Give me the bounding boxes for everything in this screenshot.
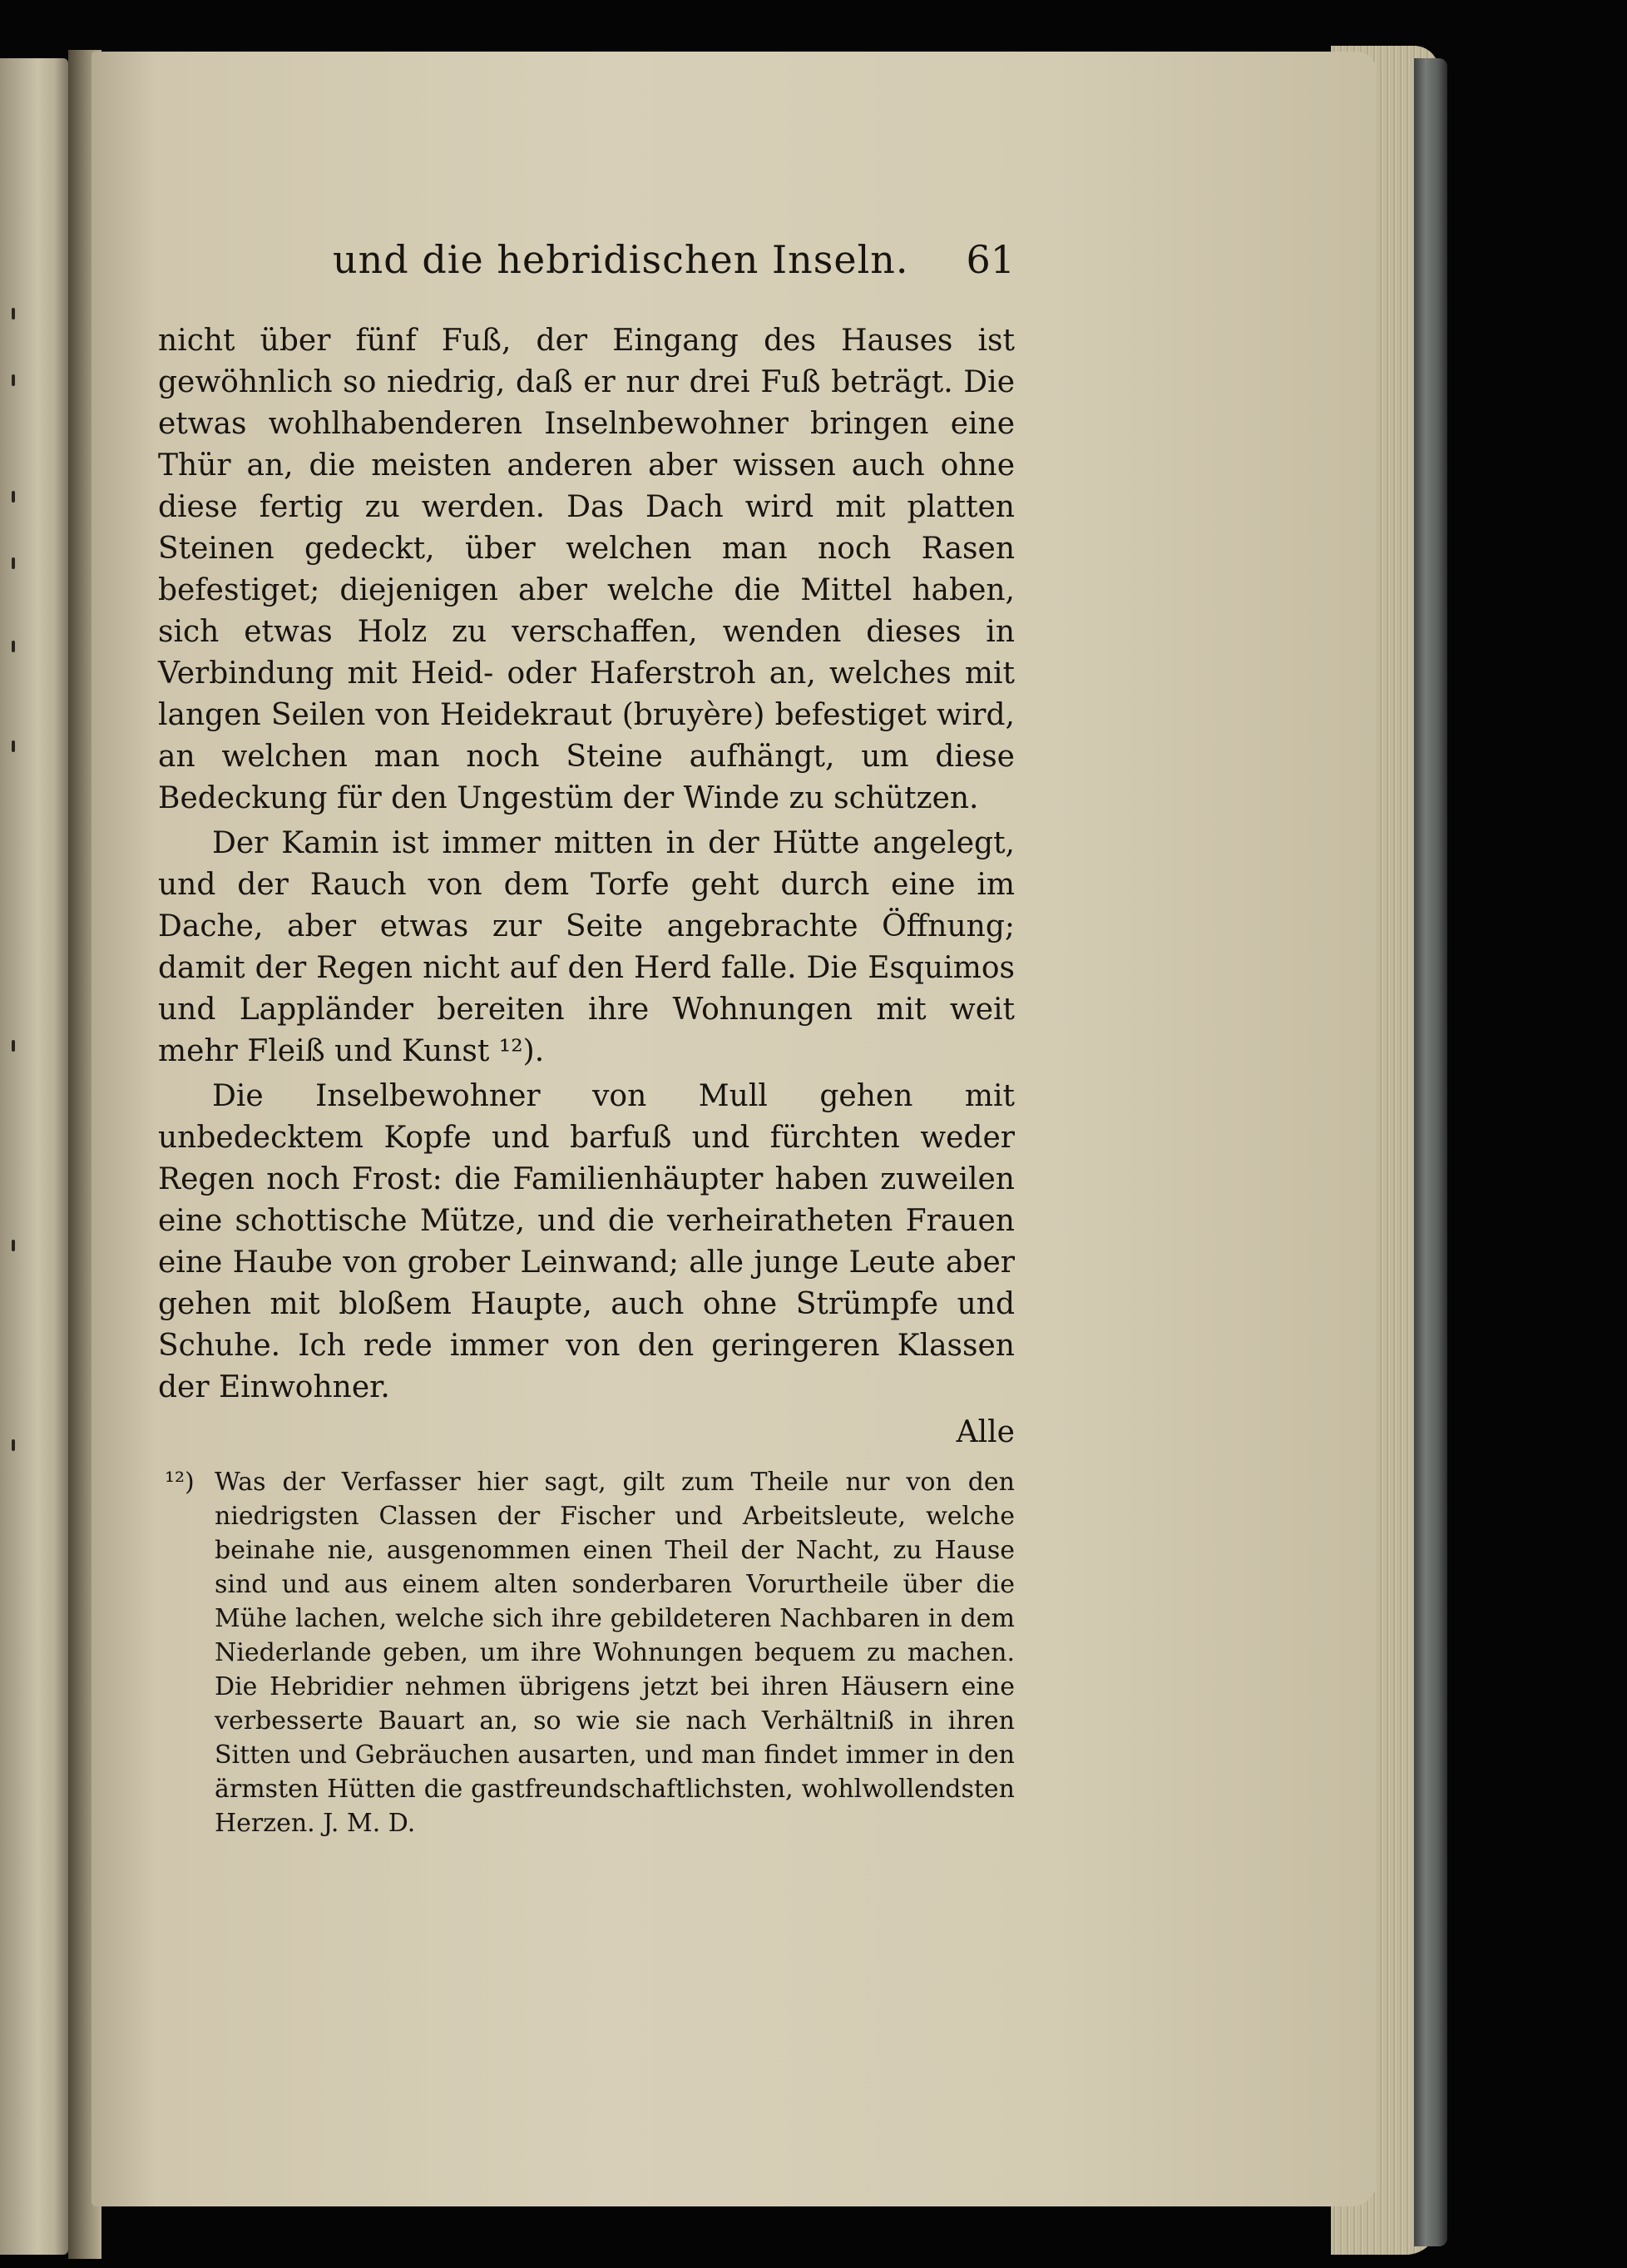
body-text	[158, 320, 1015, 1409]
ink-mark	[12, 740, 15, 752]
facing-page-edge	[0, 58, 68, 2255]
ink-mark	[12, 1439, 15, 1451]
paragraph: nicht über fünf Fuß, der Eingang des Hauses ist gewöhnlich so niedrig, daß er nur drei Fuß beträgt. Die etwas wohlhabenderen Inselnbewohner bringen eine Thür an, die meisten anderen aber wissen auch ohne diese fertig zu werden. Das Dach wird mit platten Steinen gedeckt, über welchen man noch Rasen befestiget; diejenigen aber welche die Mittel haben, sich etwas Holz zu verschaffen, wenden dieses in Verbindung mit Heid- oder Haferstroh an, welches mit langen Seilen von Heidekraut (bruyère) befestiget wird, an welchen man noch Steine aufhängt, um diese Bedeckung für den Ungestüm der Winde zu schützen.	[158, 324, 1015, 815]
ink-mark	[12, 1040, 15, 1052]
ink-mark	[12, 1240, 15, 1251]
ink-mark	[12, 308, 15, 319]
page-header	[158, 237, 1015, 297]
ink-mark	[12, 641, 15, 652]
ink-mark	[12, 491, 15, 503]
footnote	[158, 1465, 1015, 1840]
page-text-block	[158, 237, 1015, 1840]
paragraph: Der Kamin ist immer mitten in der Hütte angelegt, und der Rauch von dem Torfe geht durch eine im Dache, aber etwas zur Seite angebrachte Öffnung; damit der Regen nicht auf den Herd falle. Die Esquimos und Lappländer bereiten ihre Wohnungen mit weit mehr Fleiß und Kunst ¹²).	[158, 826, 1015, 1068]
ink-mark	[12, 557, 15, 569]
paragraph: Die Inselbewohner von Mull gehen mit unbedecktem Kopfe und barfuß und fürchten weder Regen noch Frost: die Familienhäupter haben zuweilen eine schottische Mütze, und die verheiratheten Frauen eine Haube von grober Leinwand; alle junge Leute aber gehen mit bloßem Haupte, auch ohne Strümpfe und Schuhe. Ich rede immer von den geringeren Klassen der Einwohner.	[158, 1079, 1015, 1404]
catchword: Alle	[956, 1415, 1015, 1449]
book-cover-edge	[1414, 58, 1447, 2246]
footnote-text: Was der Verfasser hier sagt, gilt zum Theile nur von den niedrigsten Classen der Fischer und Arbeitsleute, welche beinahe nie, ausgenommen einen Theil der Nacht, zu Hause sind und aus einem alten sonderbaren Vorurtheile über die Mühe lachen, welche sich ihre gebildeteren Nachbaren in dem Niederlande geben, um ihre Wohnungen bequem zu machen. Die Hebridier nehmen übrigens jetzt bei ihren Häusern eine verbesserte Bauart an, so wie sie nach Verhältniß in ihren Sitten und Gebräuchen ausarten, und man findet immer in den ärmsten Hütten die gastfreundschaftlichsten, wohlwollendsten Herzen. J. M. D.	[215, 1468, 1015, 1838]
page-number: 61	[966, 237, 1015, 282]
running-head: und die hebridischen Inseln.	[333, 237, 909, 282]
footnote-marker: ¹²)	[165, 1468, 195, 1497]
ink-mark	[12, 374, 15, 386]
